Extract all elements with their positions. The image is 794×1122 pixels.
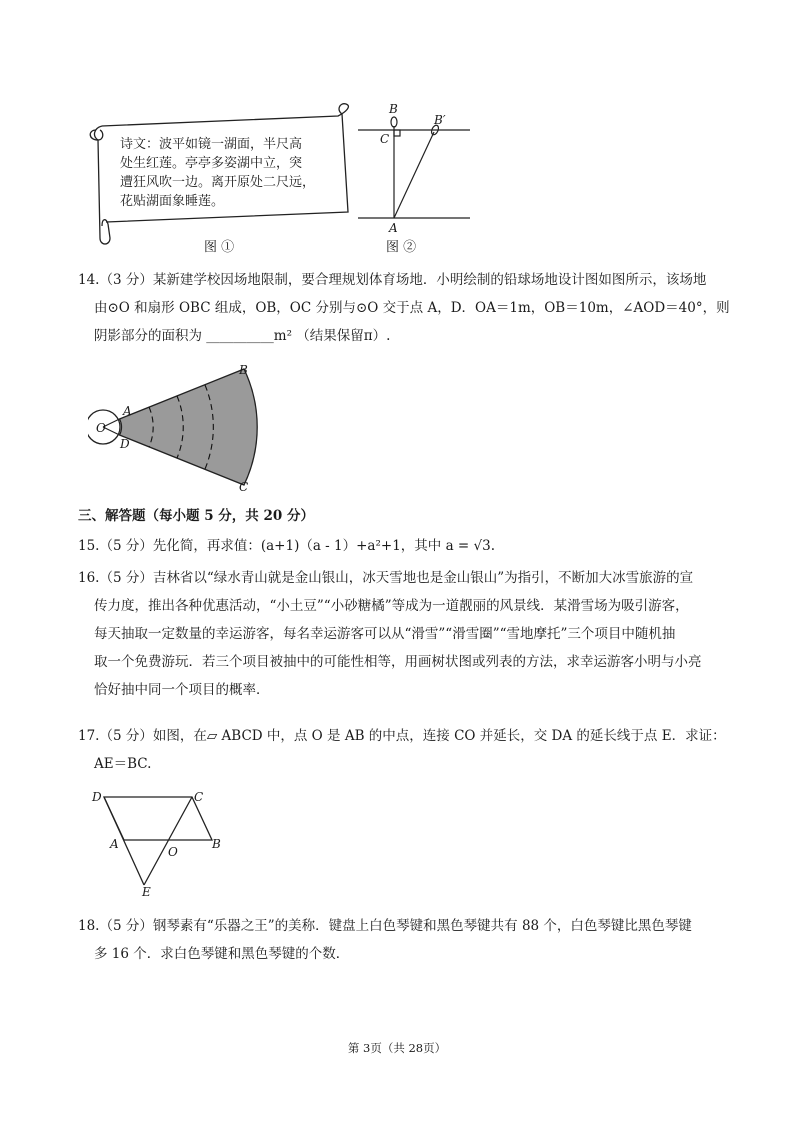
question-14	[78, 266, 730, 350]
segment-ab-prime	[394, 132, 434, 218]
label-c: C	[239, 480, 249, 494]
label-d: D	[92, 790, 102, 804]
label-d: D	[120, 437, 130, 451]
label-b-prime: B′	[434, 113, 446, 127]
scroll-text	[120, 136, 315, 209]
question-18-line: 18.（5 分）钢琴素有“乐器之王”的美称．键盘上白色琴键和黑色琴键共有 88 个，白色琴键比黑色琴键	[78, 918, 692, 934]
question-15	[78, 532, 718, 560]
label-a: A	[110, 837, 119, 851]
scroll-text-line: 处生红莲。亭亭多姿湖中立，突	[120, 156, 303, 171]
figure-13	[80, 100, 480, 260]
label-c: C	[194, 790, 204, 804]
question-16	[78, 564, 718, 704]
scroll-text-line: 遭狂风吹一边。离开原处二尺远，	[120, 175, 316, 190]
right-angle-mark	[394, 130, 400, 136]
figure-14-sector	[88, 360, 268, 495]
label-o: O	[168, 845, 178, 859]
scroll-text-line: 花贴湖面象睡莲。	[120, 194, 225, 209]
question-18	[78, 912, 718, 968]
scroll-figure	[90, 104, 348, 244]
label-b: B	[389, 102, 398, 116]
scroll-text-line: 诗文：波平如镜一湖面，半尺高	[120, 137, 303, 152]
figure-13-caption-2: 图 ②	[386, 240, 417, 255]
label-b: B	[239, 363, 248, 377]
shaded-sector-region	[120, 369, 258, 485]
label-a: A	[389, 221, 398, 235]
question-15-line: 15.（5 分）先化简，再求值：(a+1)（a - 1）+a²+1，其中 a = √3.	[78, 538, 496, 554]
question-16-line: 传力度，推出各种优惠活动，“小土豆”“小砂糖橘”等成为一道靓丽的风景线．某滑雪场为吸引游客，	[94, 598, 689, 614]
label-o: O	[96, 421, 106, 435]
figure-17-parallelogram	[86, 782, 236, 902]
question-14-line: 14.（3 分）某新建学校因场地限制，要合理规划体育场地．小明绘制的铅球场地设计图如图所示，该场地	[78, 272, 707, 288]
label-b: B	[212, 837, 221, 851]
section-3-heading: 三、解答题（每小题 5 分，共 20 分）	[78, 508, 314, 524]
label-c: C	[380, 132, 390, 146]
lotus-diagram	[358, 117, 470, 218]
question-16-line: 16.（5 分）吉林省以“绿水青山就是金山银山，冰天雪地也是金山银山”为指引，不断加大冰雪旅游的宣	[78, 570, 694, 586]
label-e: E	[142, 885, 151, 899]
question-17-line: 17.（5 分）如图，在▱ ABCD 中，点 O 是 AB 的中点，连接 CO 并延长，交 DA 的延长线于点 E．求证：	[78, 728, 726, 744]
question-14-line: 由⊙O 和扇形 OBC 组成，OB，OC 分别与⊙O 交于点 A，D．OA＝1m，OB＝10m，∠AOD＝40°，则	[94, 300, 730, 316]
lotus-flower-b	[391, 117, 397, 127]
question-17	[78, 722, 726, 778]
question-17-line: AE＝BC.	[94, 756, 152, 772]
label-a: A	[123, 404, 132, 418]
question-16-line: 恰好抽中同一个项目的概率．	[94, 682, 270, 698]
figure-13-caption-1: 图 ①	[204, 240, 235, 255]
question-16-line: 取一个免费游玩．若三个项目被抽中的可能性相等，用画树状图或列表的方法，求幸运游客小明与小亮	[94, 654, 702, 670]
segment-ce	[144, 797, 192, 885]
question-16-line: 每天抽取一定数量的幸运游客，每名幸运游客可以从“滑雪”“滑雪圈”“雪地摩托”三个项目中随机抽	[94, 626, 676, 642]
page-footer: 第 3页（共 28页）	[347, 1041, 447, 1055]
question-18-line: 多 16 个．求白色琴键和黑色琴键的个数．	[94, 946, 350, 962]
question-14-line: 阴影部分的面积为 __________m² （结果保留π）.	[94, 328, 391, 344]
